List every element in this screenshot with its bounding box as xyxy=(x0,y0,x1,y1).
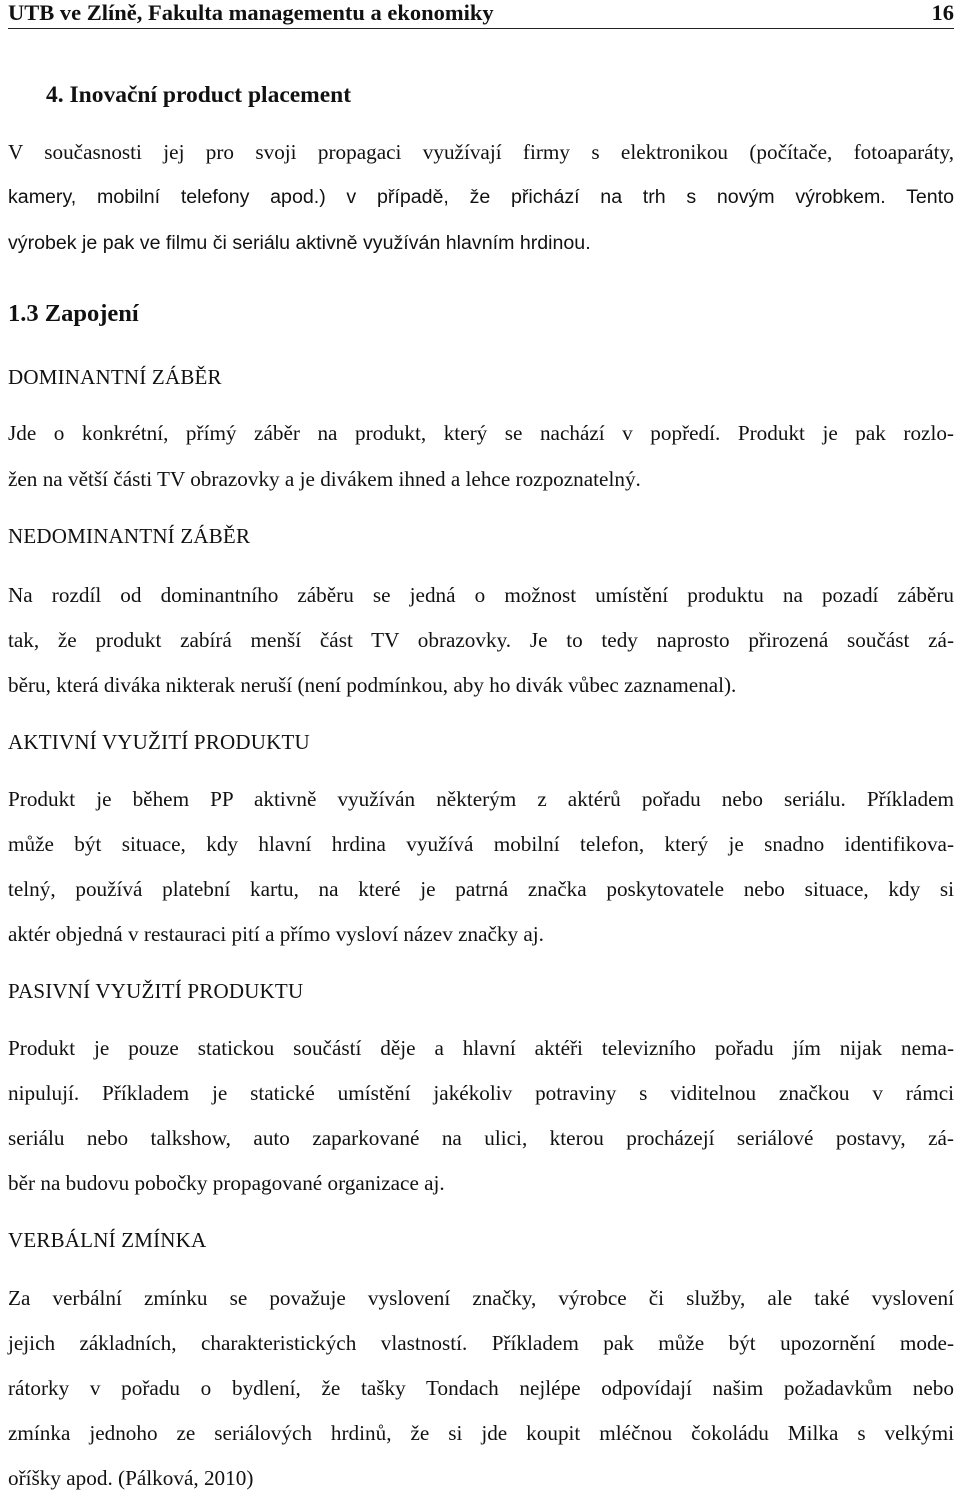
dominant-line-2: žen na větší části TV obrazovky a je divákem ihned a lehce rozpoznatelný. xyxy=(8,467,641,491)
active-use-line-3: telný, používá platební kartu, na které je patrná značka poskytovatele nebo situace, kdy si xyxy=(8,877,954,901)
nondominant-heading: NEDOMINANTNÍ ZÁBĚR xyxy=(8,524,251,548)
nondominant-line-1: Na rozdíl od dominantního záběru se jedná o možnost umístění produktu na pozadí záběru xyxy=(8,583,954,607)
section-4-line-2: kamery, mobilní telefony apod.) v případě, že přichází na trh s novým výrobkem. Tento xyxy=(8,186,954,208)
passive-use-line-4: běr na budovu pobočky propagované organizace aj. xyxy=(8,1171,445,1195)
passive-use-line-3: seriálu nebo talkshow, auto zaparkované na ulici, kterou procházejí seriálové postavy, zá- xyxy=(8,1126,954,1150)
verbal-mention-heading: VERBÁLNÍ ZMÍNKA xyxy=(8,1228,207,1252)
section-4-line-1: V současnosti jej pro svoji propagaci využívají firmy s elektronikou (počítače, fotoaparáty, xyxy=(8,140,954,164)
active-use-heading: AKTIVNÍ VYUŽITÍ PRODUKTU xyxy=(8,730,310,754)
passive-use-heading: PASIVNÍ VYUŽITÍ PRODUKTU xyxy=(8,979,304,1003)
active-use-line-1: Produkt je během PP aktivně využíván některým z aktérů pořadu nebo seriálu. Příkladem xyxy=(8,787,954,811)
verbal-mention-line-1: Za verbální zmínku se považuje vyslovení značky, výrobce či služby, ale také vyslovení xyxy=(8,1286,954,1310)
dominant-line-1: Jde o konkrétní, přímý záběr na produkt, který se nachází v popředí. Produkt je pak rozlo- xyxy=(8,421,954,445)
passive-use-line-2: nipulují. Příkladem je statické umístění jakékoliv potraviny s viditelnou značkou v rámci xyxy=(8,1081,954,1105)
dominant-heading: DOMINANTNÍ ZÁBĚR xyxy=(8,365,222,389)
verbal-mention-line-2: jejich základních, charakteristických vlastností. Příkladem pak může být upozornění mode- xyxy=(8,1331,954,1355)
section-1-3-heading: 1.3 Zapojení xyxy=(8,300,139,327)
section-4-line-3: výrobek je pak ve filmu či seriálu aktivně využíván hlavním hrdinou. xyxy=(8,232,591,254)
active-use-line-2: může být situace, kdy hlavní hrdina využívá mobilní telefon, který je snadno identifikova- xyxy=(8,832,954,856)
active-use-line-4: aktér objedná v restauraci pití a přímo vysloví název značky aj. xyxy=(8,922,544,946)
nondominant-line-2: tak, že produkt zabírá menší část TV obrazovky. Je to tedy naprosto přirozená součást zá- xyxy=(8,628,954,652)
verbal-mention-line-5: oříšky apod. (Pálková, 2010) xyxy=(8,1466,254,1490)
passive-use-line-1: Produkt je pouze statickou součástí děje a hlavní aktéři televizního pořadu jím nijak nema- xyxy=(8,1036,954,1060)
verbal-mention-line-3: rátorky v pořadu o bydlení, že tašky Tondach nejlépe odpovídají našim požadavkům nebo xyxy=(8,1376,954,1400)
verbal-mention-line-4: zmínka jednoho ze seriálových hrdinů, že si jde koupit mléčnou čokoládu Milka s velkými xyxy=(8,1421,954,1445)
header-institution: UTB ve Zlíně, Fakulta managementu a ekonomiky xyxy=(8,0,494,25)
running-header xyxy=(8,0,954,29)
page-number: 16 xyxy=(931,0,954,25)
section-4-heading: 4. Inovační product placement xyxy=(46,82,352,108)
nondominant-line-3: běru, která diváka nikterak neruší (není podmínkou, aby ho divák vůbec zaznamenal). xyxy=(8,673,737,697)
